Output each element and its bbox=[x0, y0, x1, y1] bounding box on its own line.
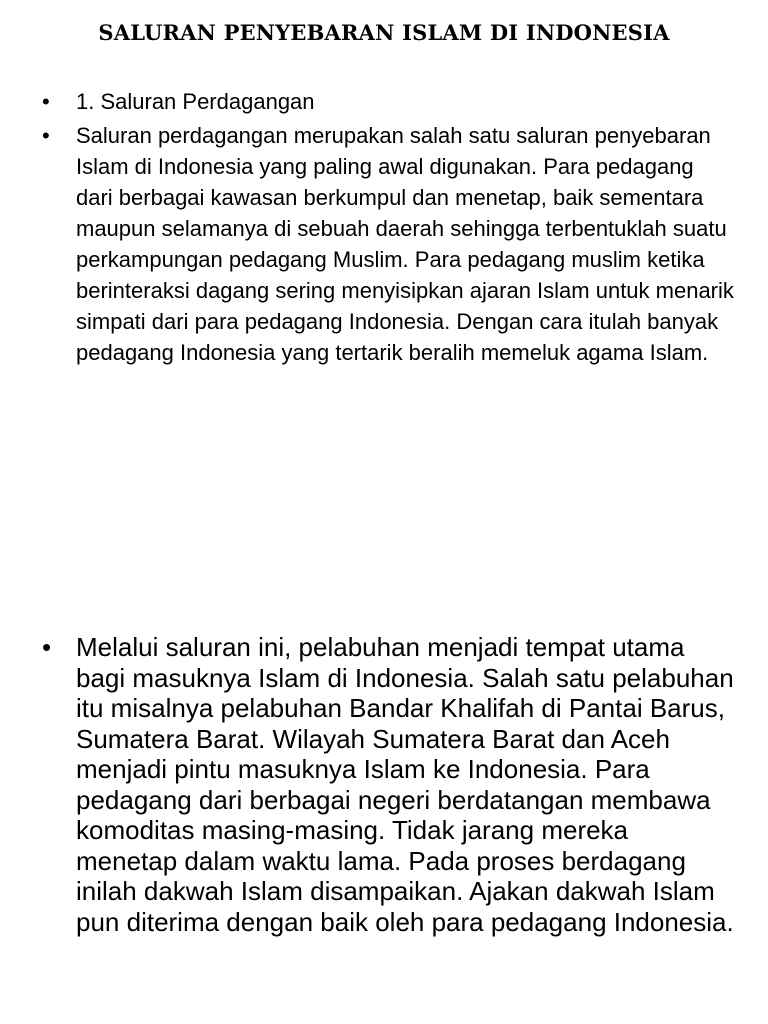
bullet-text: Saluran perdagangan merupakan salah satu saluran penyebaran Islam di Indonesia yang paling awal digunakan. Para pedagang dari berbagai kawasan berkumpul dan menetap, baik sementara maupun selamanya di sebuah daerah sehingga terbentuklah suatu perkampungan pedagang Muslim. Para pedagang muslim ketika berinteraksi dagang sering menyisipkan ajaran Islam untuk menarik simpati dari para pedagang Indonesia. Dengan cara itulah banyak pedagang Indonesia yang tertarik beralih memeluk agama Islam. bbox=[76, 123, 734, 365]
bullet-item-saluran-perdagangan bbox=[0, 86, 736, 117]
bullet-text: Melalui saluran ini, pelabuhan menjadi tempat utama bagi masuknya Islam di Indonesia. Salah satu pelabuhan itu misalnya pelabuhan Bandar Khalifah di Pantai Barus, Sumatera Barat. Wilayah Sumatera Barat dan Aceh menjadi pintu masuknya Islam ke Indonesia. Para pedagang dari berbagai negeri berdatangan membawa komoditas masing-masing. Tidak jarang mereka menetap dalam waktu lama. Pada proses berdagang inilah dakwah Islam disampaikan. Ajakan dakwah Islam pun diterima dengan baik oleh para pedagang Indonesia. bbox=[76, 632, 734, 937]
top-bullet-list bbox=[0, 86, 736, 368]
page-title: SALURAN PENYEBARAN ISLAM DI INDONESIA bbox=[98, 20, 670, 45]
bullet-item-pelabuhan bbox=[0, 632, 736, 937]
bullet-item-description bbox=[0, 120, 736, 368]
bullet-dot-icon: • bbox=[42, 123, 50, 148]
bullet-dot-icon: • bbox=[42, 89, 50, 114]
bottom-bullet-list bbox=[0, 632, 736, 937]
bullet-dot-icon: • bbox=[42, 632, 52, 662]
bullet-text: 1. Saluran Perdagangan bbox=[76, 89, 315, 114]
